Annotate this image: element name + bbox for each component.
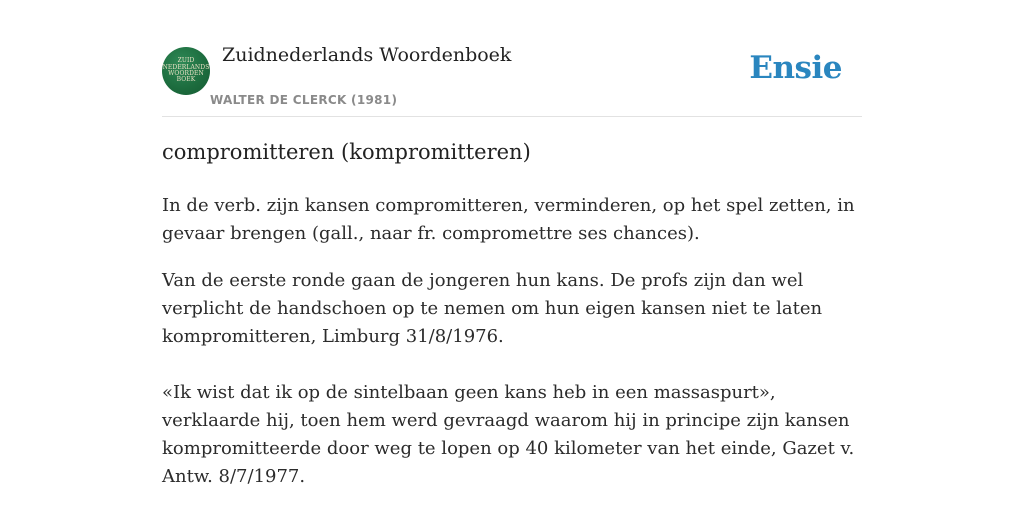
entry-definition: In de verb. zijn kansen compromitteren, verminderen, op het spel zetten, in gevaar brengen (gall., naar fr. compromettre ses chances). — [162, 195, 855, 244]
ensie-brand-logo[interactable]: Ensie — [749, 50, 842, 86]
logo-line: WOORDEN — [168, 70, 204, 77]
logo-line: NEDERLANDS — [162, 63, 210, 71]
source-author: WALTER DE CLERCK (1981) — [210, 93, 398, 107]
logo-line: ZUID — [177, 57, 195, 65]
entry-example: «Ik wist dat ik op de sintelbaan geen kans heb in een massaspurt», verklaarde hij, toen hem werd gevraagd waarom hij in principe zijn kansen kompromitteerde door weg te lopen op 40 kilometer van het einde, Gazet v. Antw. 8/7/1977. — [162, 382, 855, 487]
logo-line: BOEK — [176, 76, 196, 84]
dictionary-logo[interactable] — [162, 47, 210, 95]
entry-example: Van de eerste ronde gaan de jongeren hun kans. De profs zijn dan wel verplicht de handschoen op te nemen om hun eigen kansen niet te laten kompromitteren, Limburg 31/8/1976. — [162, 270, 823, 347]
entry-term: compromitteren (kompromitteren) — [162, 140, 531, 164]
source-header — [162, 0, 862, 117]
source-title-link[interactable]: Zuidnederlands Woordenboek — [222, 44, 512, 66]
entry-card — [162, 0, 862, 512]
